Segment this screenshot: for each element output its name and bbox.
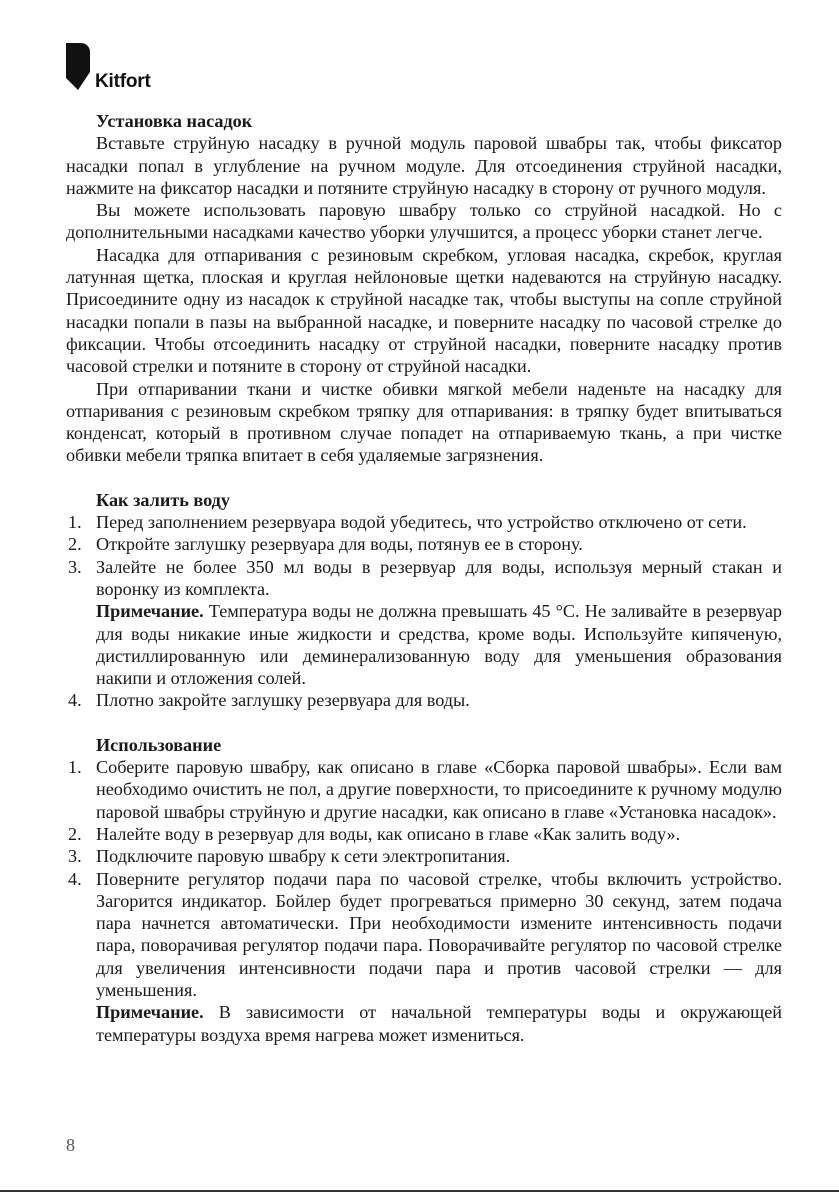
usage-steps-list	[66, 756, 782, 1001]
list-item	[66, 689, 782, 711]
list-item-text: Соберите паровую швабру, как описано в главе «Сборка паровой швабры». Если вам необходимо очистить не пол, а другие поверхности, то присоедините к ручному модулю паровой швабры струйную и другие насадки, как описано в главе «Установка насадок».	[96, 757, 782, 822]
list-item-number: 1.	[68, 512, 82, 533]
list-item	[66, 756, 782, 823]
list-item-text: Подключите паровую швабру к сети электропитания.	[96, 846, 511, 867]
list-item	[66, 511, 782, 533]
list-item	[66, 533, 782, 555]
brand-logo	[66, 43, 151, 90]
list-item-text: Поверните регулятор подачи пара по часовой стрелке, чтобы включить устройство. Загорится индикатор. Бойлер будет прогреваться примерно 30 секунд, затем подача пара начнется автоматически. При необходимости измените интенсивность подачи пара, поворачивая регулятор подачи пара. Поворачивайте регулятор по часовой стрелке для увеличения интенсивности подачи пара и против часовой стрелки — для уменьшения.	[96, 868, 782, 1000]
section-title-install: Установка насадок	[96, 111, 253, 131]
list-item	[66, 556, 782, 601]
note-label: Примечание.	[96, 1002, 204, 1023]
page-number: 8	[66, 1135, 75, 1155]
list-item-text: Залейте не более 350 мл воды в резервуар для воды, используя мерный стакан и воронку из комплекта.	[96, 556, 782, 599]
list-item-number: 4.	[68, 690, 82, 711]
usage-note	[66, 1001, 782, 1046]
list-item-number: 3.	[68, 846, 82, 867]
install-paragraph-4: При отпаривании ткани и чистке обивки мягкой мебели наденьте на насадку для отпаривания с резиновым скребком тряпку для отпаривания: в тряпку будет впитываться конденсат, который в противном случае попадет на отпариваемую ткань, а при чистке обивки мебели тряпка впитает в себя удаляемые загрязнения.	[66, 378, 782, 466]
list-item-number: 3.	[68, 556, 82, 577]
install-paragraph-3: Насадка для отпаривания с резиновым скребком, угловая насадка, скребок, круглая латунная щетка, плоская и круглая нейлоновые щетки надеваются на струйную насадку. Присоедините одну из насадок к струйной насадке так, чтобы выступы на сопле струйной насадки попали в пазы на выбранной насадке, и поверните насадку по часовой стрелке до фиксации. Чтобы отсоединить насадку от струйной насадки, поверните насадку против часовой стрелки и потяните в сторону от струйной насадки.	[66, 244, 782, 377]
list-item-text: Перед заполнением резервуара водой убедитесь, что устройство отключено от сети.	[96, 512, 747, 533]
list-item	[66, 845, 782, 867]
water-steps-list-continued	[66, 689, 782, 711]
list-item-number: 2.	[68, 534, 82, 555]
list-item-text: Плотно закройте заглушку резервуара для воды.	[96, 690, 470, 711]
section-title-usage: Использование	[96, 734, 222, 755]
list-item-text: Налейте воду в резервуар для воды, как описано в главе «Как залить воду».	[96, 823, 681, 844]
kitfort-logo-icon	[66, 43, 90, 90]
list-item-number: 4.	[68, 868, 82, 889]
install-paragraph-2: Вы можете использовать паровую швабру только со струйной насадкой. Но с дополнительными насадками качество уборки улучшится, а процесс уборки станет легче.	[66, 200, 782, 243]
list-item-number: 2.	[68, 823, 82, 844]
brand-name: Kitfort	[95, 71, 151, 92]
note-text: В зависимости от начальной температуры воды и окружающей температуры воздуха время нагрева может измениться.	[96, 1002, 782, 1045]
list-item-number: 1.	[68, 757, 82, 778]
list-item	[66, 868, 782, 1002]
list-item	[66, 823, 782, 845]
page-content	[66, 110, 782, 1046]
list-item-text: Откройте заглушку резервуара для воды, потянув ее в сторону.	[96, 534, 583, 555]
note-text: Температура воды не должна превышать 45 °C. Не заливайте в резервуар для воды никакие иные жидкости и средства, кроме воды. Используйте кипяченую, дистиллированную или деминерализованную воду для уменьшения образования накипи и отложения солей.	[96, 601, 782, 689]
bottom-border	[0, 1190, 839, 1192]
water-steps-list	[66, 511, 782, 600]
water-note	[66, 600, 782, 689]
section-title-water: Как залить воду	[96, 489, 230, 510]
note-label: Примечание.	[96, 601, 204, 622]
install-paragraph-1: Вставьте струйную насадку в ручной модуль паровой швабры так, чтобы фиксатор насадки попал в углубление на ручном модуле. Для отсоединения струйной насадки, нажмите на фиксатор насадки и потяните струйную насадку в сторону от ручного модуля.	[66, 133, 782, 198]
